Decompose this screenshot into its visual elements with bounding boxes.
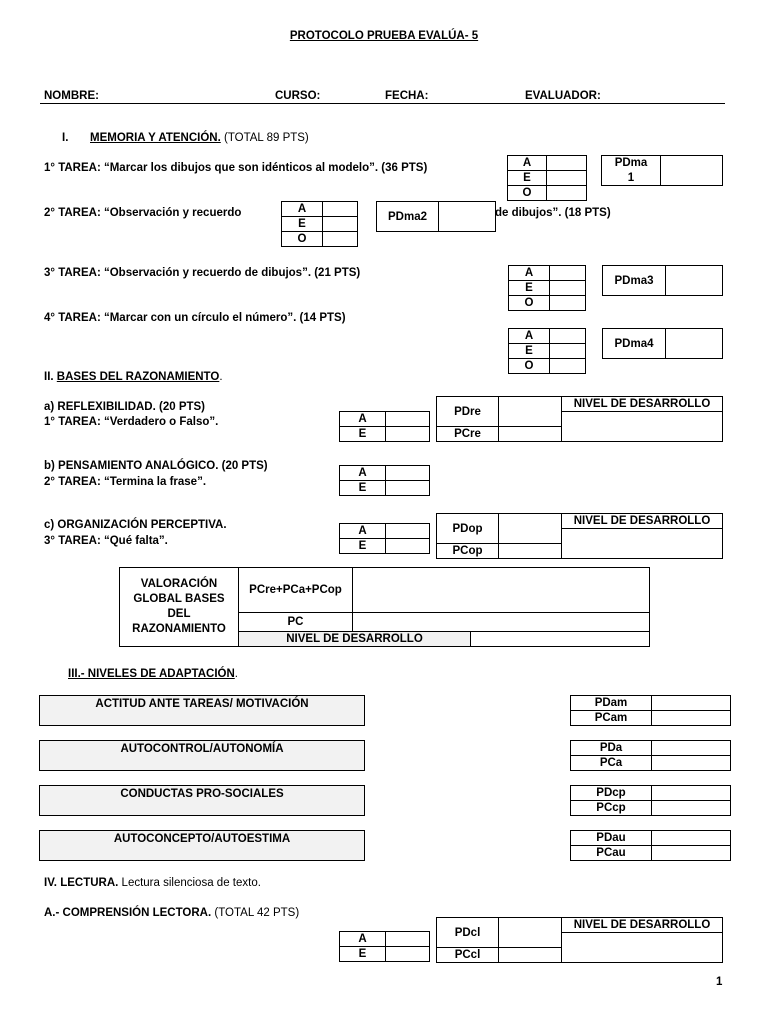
- comprension-title: A.- COMPRENSIÓN LECTORA.: [44, 907, 212, 919]
- refl-nivel-value[interactable]: [561, 411, 723, 442]
- refl-a-value[interactable]: [385, 411, 430, 427]
- aeo4-e-value[interactable]: [549, 343, 586, 359]
- pcre-value[interactable]: [498, 426, 562, 442]
- aeo1-e-value[interactable]: [546, 170, 587, 186]
- anal-e-value[interactable]: [385, 480, 430, 496]
- global-pc-value[interactable]: [352, 612, 650, 632]
- task-3-text: 3° TAREA: “Observación y recuerdo de dibujos”. (21 PTS): [44, 267, 361, 279]
- perceptiva-title: c) ORGANIZACIÓN PERCEPTIVA.: [44, 519, 227, 531]
- perc-a-label: A: [339, 523, 386, 539]
- aeo1-o-label: O: [507, 185, 547, 201]
- aeo4-a-label: A: [508, 328, 550, 344]
- compr-nivel-label: NIVEL DE DESARROLLO: [561, 917, 723, 933]
- pdam-value[interactable]: [651, 695, 731, 711]
- aeo1-e-label: E: [507, 170, 547, 186]
- pdop-label: PDop: [436, 513, 499, 544]
- aeo3-o-label: O: [508, 295, 550, 311]
- pccp-label: PCcp: [570, 800, 652, 816]
- pccp-value[interactable]: [651, 800, 731, 816]
- section-1-title: MEMORIA Y ATENCIÓN.: [90, 132, 221, 144]
- pdam-label: PDam: [570, 695, 652, 711]
- aeo1-o-value[interactable]: [546, 185, 587, 201]
- global-nivel-value[interactable]: [470, 631, 650, 647]
- aeo4-o-label: O: [508, 358, 550, 374]
- pcop-label: PCop: [436, 543, 499, 559]
- refl-a-label: A: [339, 411, 386, 427]
- aeo2-a-value[interactable]: [322, 201, 358, 217]
- section-4-desc: Lectura silenciosa de texto.: [121, 877, 261, 889]
- section-3-heading: [68, 668, 238, 680]
- adaptacion-row-2-label: AUTOCONTROL/AUTONOMÍA: [39, 740, 365, 771]
- aeo2-a-label: A: [281, 201, 323, 217]
- compr-e-value[interactable]: [385, 946, 430, 962]
- pdma1-label: [601, 155, 661, 186]
- global-sum-value[interactable]: [352, 567, 650, 613]
- pdre-value[interactable]: [498, 396, 562, 427]
- perc-nivel-value[interactable]: [561, 528, 723, 559]
- aeo2-e-value[interactable]: [322, 216, 358, 232]
- aeo2-e-label: E: [281, 216, 323, 232]
- pdma1-label-line2: 1: [627, 171, 635, 184]
- perc-nivel-label: NIVEL DE DESARROLLO: [561, 513, 723, 529]
- compr-e-label: E: [339, 946, 386, 962]
- section-1-total: (TOTAL 89 PTS): [223, 132, 309, 144]
- section-1-heading: [90, 132, 309, 144]
- section-2-dot: .: [219, 371, 223, 383]
- comprension-total: (TOTAL 42 PTS): [214, 907, 300, 919]
- section-1-number: I.: [62, 132, 69, 144]
- pcop-value[interactable]: [498, 543, 562, 559]
- analogico-task: 2° TAREA: “Termina la frase”.: [44, 476, 207, 488]
- section-3-dot: .: [234, 668, 238, 680]
- task-1-text: 1° TAREA: “Marcar los dibujos que son idénticos al modelo”. (36 PTS): [44, 162, 428, 174]
- perc-e-value[interactable]: [385, 538, 430, 554]
- perc-e-label: E: [339, 538, 386, 554]
- pdau-value[interactable]: [651, 830, 731, 846]
- section-2-heading: [44, 371, 223, 383]
- pdma2-label: PDma2: [376, 201, 439, 232]
- pda-value[interactable]: [651, 740, 731, 756]
- aeo3-e-value[interactable]: [549, 280, 586, 296]
- pcau-value[interactable]: [651, 845, 731, 861]
- pccl-value[interactable]: [498, 947, 562, 963]
- section-3-title: III.- NIVELES DE ADAPTACIÓN: [68, 668, 235, 680]
- aeo4-a-value[interactable]: [549, 328, 586, 344]
- pda-label: PDa: [570, 740, 652, 756]
- aeo4-o-value[interactable]: [549, 358, 586, 374]
- pcam-value[interactable]: [651, 710, 731, 726]
- pdma1-label-line1: PDma: [614, 156, 648, 169]
- evaluador-label: EVALUADOR:: [525, 90, 601, 102]
- pdau-label: PDau: [570, 830, 652, 846]
- document-title: PROTOCOLO PRUEBA EVALÚA- 5: [289, 30, 479, 42]
- aeo2-o-label: O: [281, 231, 323, 247]
- anal-e-label: E: [339, 480, 386, 496]
- aeo3-o-value[interactable]: [549, 295, 586, 311]
- fecha-label: FECHA:: [385, 90, 429, 102]
- global-pc-label: PC: [238, 612, 353, 632]
- pdcp-label: PDcp: [570, 785, 652, 801]
- comprension-heading: [44, 907, 299, 919]
- pdma4-label: PDma4: [602, 328, 666, 359]
- section-4-heading: [44, 877, 261, 889]
- pdma3-label: PDma3: [602, 265, 666, 296]
- global-sum-label: PCre+PCa+PCop: [238, 567, 353, 613]
- reflexibilidad-title: a) REFLEXIBILIDAD. (20 PTS): [44, 401, 206, 413]
- pdma1-value[interactable]: [660, 155, 723, 186]
- curso-label: CURSO:: [275, 90, 321, 102]
- task-2-text-part1: 2° TAREA: “Observación y recuerdo: [44, 207, 242, 219]
- refl-e-label: E: [339, 426, 386, 442]
- pdcp-value[interactable]: [651, 785, 731, 801]
- pca-value[interactable]: [651, 755, 731, 771]
- anal-a-label: A: [339, 465, 386, 481]
- global-label: VALORACIÓN GLOBAL BASES DEL RAZONAMIENTO: [119, 567, 239, 647]
- nombre-label: NOMBRE:: [44, 90, 99, 102]
- perceptiva-task: 3° TAREA: “Qué falta”.: [44, 535, 168, 547]
- pccl-label: PCcl: [436, 947, 499, 963]
- page-number: 1: [716, 976, 723, 988]
- pdcl-value[interactable]: [498, 917, 562, 948]
- aeo3-a-label: A: [508, 265, 550, 281]
- pca-label: PCa: [570, 755, 652, 771]
- adaptacion-row-1-label: ACTITUD ANTE TAREAS/ MOTIVACIÓN: [39, 695, 365, 726]
- refl-e-value[interactable]: [385, 426, 430, 442]
- aeo3-a-value[interactable]: [549, 265, 586, 281]
- section-4-title: IV. LECTURA.: [44, 877, 119, 889]
- pdre-label: PDre: [436, 396, 499, 427]
- compr-a-label: A: [339, 931, 386, 947]
- reflexibilidad-task: 1° TAREA: “Verdadero o Falso”.: [44, 416, 219, 428]
- aeo2-o-value[interactable]: [322, 231, 358, 247]
- task-4-text: 4° TAREA: “Marcar con un círculo el número”. (14 PTS): [44, 312, 346, 324]
- pcre-label: PCre: [436, 426, 499, 442]
- pdma4-value[interactable]: [665, 328, 723, 359]
- task-2-text-part2: de dibujos”. (18 PTS): [495, 207, 611, 219]
- aeo1-a-value[interactable]: [546, 155, 587, 171]
- pcam-label: PCam: [570, 710, 652, 726]
- refl-nivel-label: NIVEL DE DESARROLLO: [561, 396, 723, 412]
- section-2-number: II.: [44, 371, 54, 383]
- header-divider: [40, 103, 725, 104]
- pdcl-label: PDcl: [436, 917, 499, 948]
- anal-a-value[interactable]: [385, 465, 430, 481]
- pdma3-value[interactable]: [665, 265, 723, 296]
- compr-a-value[interactable]: [385, 931, 430, 947]
- aeo3-e-label: E: [508, 280, 550, 296]
- analogico-title: b) PENSAMIENTO ANALÓGICO. (20 PTS): [44, 460, 268, 472]
- perc-a-value[interactable]: [385, 523, 430, 539]
- pdop-value[interactable]: [498, 513, 562, 544]
- compr-nivel-value[interactable]: [561, 932, 723, 963]
- adaptacion-row-4-label: AUTOCONCEPTO/AUTOESTIMA: [39, 830, 365, 861]
- global-nivel-label: NIVEL DE DESARROLLO: [238, 631, 471, 647]
- aeo4-e-label: E: [508, 343, 550, 359]
- section-2-title: BASES DEL RAZONAMIENTO: [56, 371, 220, 383]
- pdma2-value[interactable]: [438, 201, 496, 232]
- pcau-label: PCau: [570, 845, 652, 861]
- adaptacion-row-3-label: CONDUCTAS PRO-SOCIALES: [39, 785, 365, 816]
- aeo1-a-label: A: [507, 155, 547, 171]
